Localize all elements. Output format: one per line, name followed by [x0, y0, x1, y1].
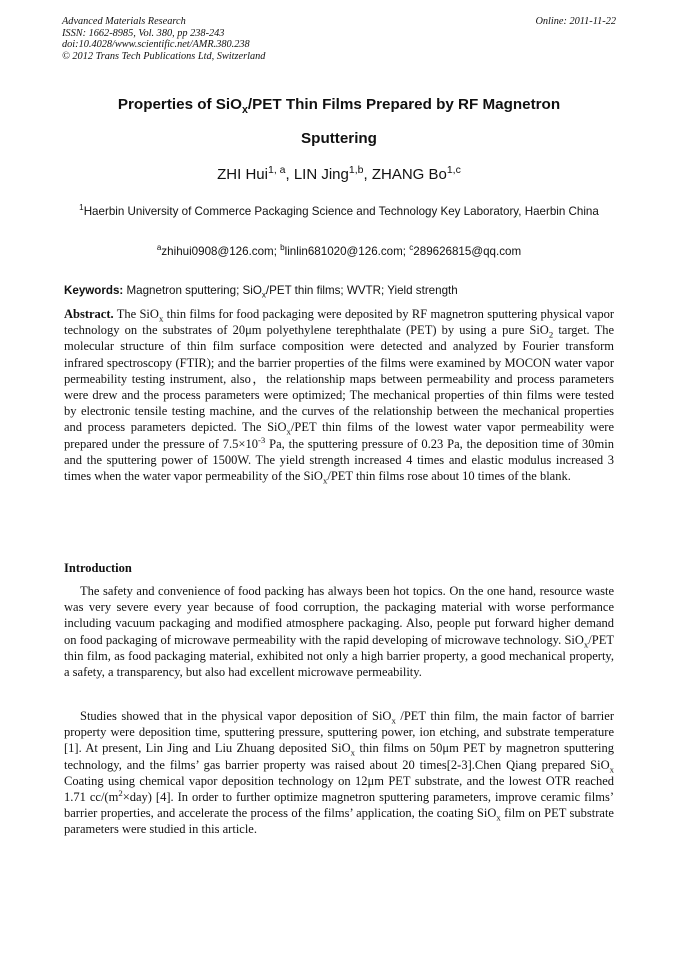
paper-title	[62, 88, 616, 156]
copyright-line: © 2012 Trans Tech Publications Ltd, Switzerland	[62, 50, 266, 62]
email-link[interactable]: 289626815@qq.com	[413, 245, 522, 258]
author-name: ZHANG Bo	[371, 166, 447, 183]
issn-line: ISSN: 1662-8985, Vol. 380, pp 238-243	[62, 27, 225, 39]
author-list: ZHI Hui$^{1, a}$, LIN Jing$^{1,b}$, ZHANG Bo$^{1,c}$	[217, 164, 461, 183]
section-heading: Introduction	[64, 561, 132, 575]
title-line-2: Sputtering	[301, 130, 377, 147]
intro-paragraph-1: The safety and convenience of food packing has always been hot topics. On the one hand, resource waste was very severe every year because of food corruption, the packaging material with worse performance including vacuum packaging and modified atmosphere packaging. Also, people put forward higher demand on food packaging of microwave permeability with the rapid developing of microwave technology. SiO$_x$/PET thin film, as food packaging material, exhibited not only a high barrier property, a good mechanical property, a safety, a transparency, but also had excellent microwave permeability.	[64, 584, 614, 680]
publication-header	[62, 16, 616, 62]
email-link[interactable]: linlin681020@126.com;	[284, 245, 410, 258]
doi-line: doi:10.4028/www.scientific.net/AMR.380.238	[62, 39, 250, 51]
keywords-label: Keywords:	[64, 284, 124, 297]
intro-paragraph-2: Studies showed that in the physical vapor deposition of SiO$_x$ /PET thin film, the main factor of barrier property were deposition time, sputtering pressure, sputtering power, ion etching, and substrate temperature [1]. At present, Lin Jing and Liu Zhuang deposited SiO$_x$ thin films on 50μm PET by magnetron sputtering technology, and the films’ gas barrier property was raised about 20 times[2-3].Chen Qiang prepared SiO$_x$ Coating using chemical vapor deposition technology on 12μm PET substrate, and the lowest OTR reached 1.71 $cc/(m^2\times day)$ [4]. In order to further optimize magnetron sputtering parameters, improve ceramic films’ barrier properties, and accelerate the process of the films’ application, the coating SiO$_x$ film on PET substrate parameters were studied in this article.	[64, 709, 614, 837]
keywords: Keywords: Magnetron sputtering; SiO$_x$/PET thin films; WVTR; Yield strength	[64, 284, 458, 300]
author-emails: $^a$zhihui0908@126.com; $^b$linlin681020@126.com; $^c$289626815@qq.com	[156, 243, 522, 258]
journal-name: Advanced Materials Research	[62, 16, 186, 27]
abstract: Abstract. The SiO$_x$ thin films for food packaging were deposited by RF magnetron sputtering physical vapor technology on the substrates of 20μm polyethylene terephthalate (PET) by using a pure SiO$_2$ target. The molecular structure of thin film surface composition were detected and analyzed by Fourier transform infrared spectroscopy (FTIR); and the barrier properties of the films were examined by MOCON water vapor permeability testing instrument, also，the relationship maps between permeability and process parameters were drew and the process parameters were optimized; The mechanical properties of thin films were tested by electronic tensile testing machine, and the curves of the relationship between the mechanical properties and process parameters depicted. The SiO$_x$/PET thin films of the lowest water vapor permeability were prepared under the pressure of $7.5\times 10^{-3}$ Pa, the sputtering pressure of 0.23 Pa, the deposition time of 30min and the sputtering power of 1500W. The yield strength increased 4 times and elastic modulus increased 3 times when the water vapor permeability of the SiO$_x$/PET thin films rose about 10 times of the blank.	[64, 307, 615, 486]
title-line-1: Properties of SiO$_x$/PET Thin Films Prepared by RF Magnetron	[117, 96, 561, 117]
author-name: LIN Jing	[293, 166, 349, 183]
online-date: Online: 2011-11-22	[535, 16, 616, 27]
email-link[interactable]: zhihui0908@126.com;	[161, 245, 281, 258]
affiliation: $^1$Haerbin University of Commerce Packaging Science and Technology Key Laboratory, Haerbin China	[79, 203, 599, 218]
abstract-label: Abstract.	[64, 307, 114, 321]
author-name: ZHI Hui	[217, 166, 268, 183]
